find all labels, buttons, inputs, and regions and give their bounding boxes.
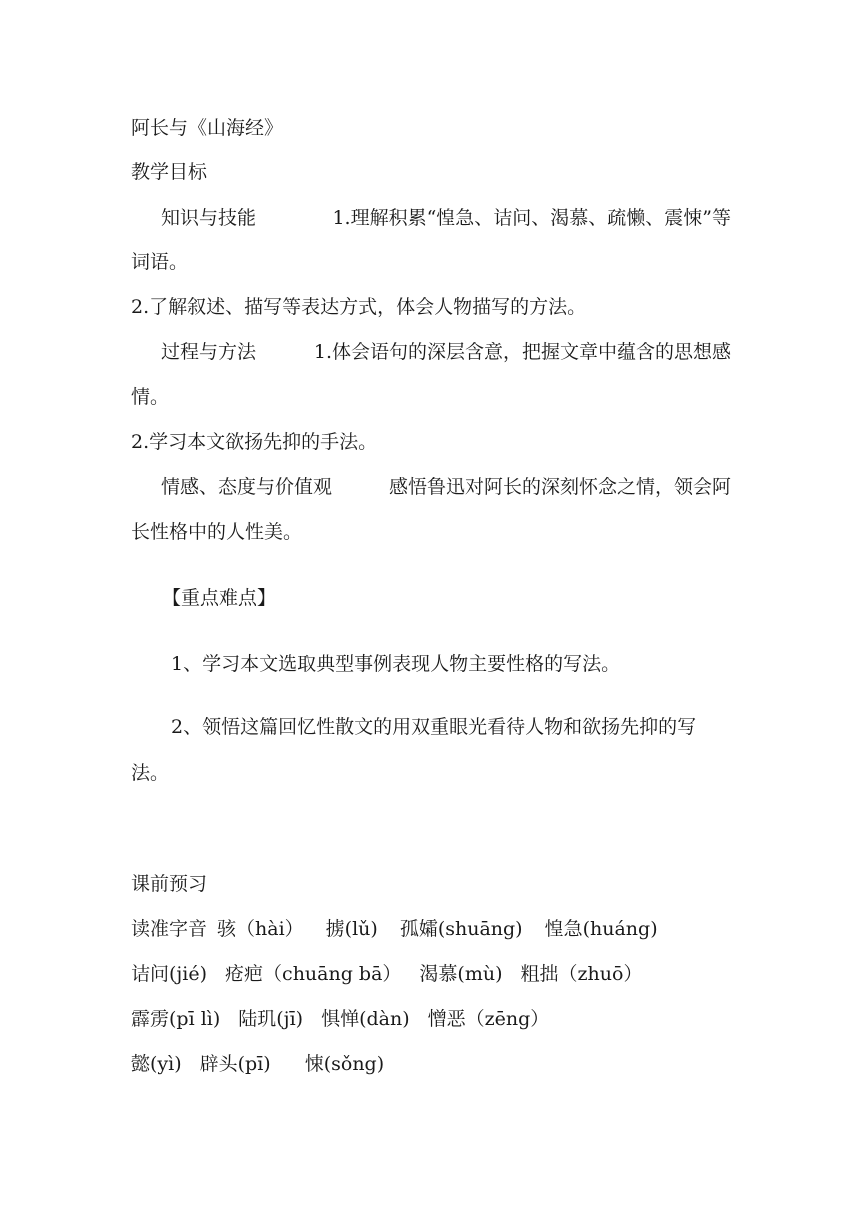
emotion-text-a: 感悟鲁迅对阿长的深刻怀念之情，领会阿 — [388, 476, 731, 498]
preview-word: 孤孀(shuāng) — [399, 918, 523, 940]
objectives-heading: 教学目标 — [131, 161, 208, 183]
preview-word: 霹雳(pī lì) — [131, 1008, 221, 1030]
process-item2: 2.学习本文欲扬先抑的手法。 — [131, 431, 378, 453]
preview-word: 憎恶（zēng） — [427, 1008, 550, 1030]
preview-word: 骇（hài） — [217, 918, 304, 940]
preview-word: 惧惮(dàn) — [321, 1008, 410, 1030]
process-line-1 — [131, 341, 731, 363]
knowledge-item1-a: 1.理解积累“惶急、诘问、渴慕、疏懒、震悚”等 — [332, 207, 731, 229]
preview-row-3 — [131, 1008, 731, 1030]
knowledge-line-1 — [131, 207, 731, 229]
emotion-label: 情感、态度与价值观 — [161, 476, 333, 498]
key-point-2-a: 2、领悟这篇回忆性散文的用双重眼光看待人物和欲扬先抑的写 — [171, 716, 697, 738]
knowledge-item1-b: 词语。 — [131, 251, 189, 273]
preview-word: 辟头(pī) — [199, 1053, 271, 1075]
emotion-line-1 — [131, 476, 731, 498]
preview-word: 粗拙（zhuō） — [520, 963, 643, 985]
preview-row-2 — [131, 963, 731, 985]
key-point-1: 1、学习本文选取典型事例表现人物主要性格的写法。 — [171, 653, 621, 675]
preview-word: 渴慕(mù) — [419, 963, 503, 985]
preview-word: 懿(yì) — [131, 1053, 182, 1075]
emotion-text-b: 长性格中的人性美。 — [131, 521, 303, 543]
preview-word: 惶急(huáng) — [544, 918, 658, 940]
process-item1-b: 情。 — [131, 386, 170, 408]
preview-word: 掳(lǔ) — [325, 918, 378, 940]
preview-word: 疮疤（chuāng bā） — [225, 963, 402, 985]
preview-word: 诘问(jié) — [131, 963, 208, 985]
preview-word: 陆玑(jī) — [238, 1008, 304, 1030]
preview-word: 悚(sǒng) — [304, 1053, 385, 1075]
preview-row-4 — [131, 1053, 731, 1075]
process-item1-a: 1.体会语句的深层含意，把握文章中蕴含的思想感 — [313, 341, 731, 363]
preview-row1-label: 读准字音 — [131, 918, 208, 940]
document-title: 阿长与《山海经》 — [131, 117, 284, 139]
knowledge-item2: 2.了解叙述、描写等表达方式，体会人物描写的方法。 — [131, 296, 587, 318]
key-point-2-b: 法。 — [131, 762, 170, 784]
preview-heading: 课前预习 — [131, 873, 208, 895]
process-label: 过程与方法 — [161, 341, 257, 363]
knowledge-label: 知识与技能 — [161, 207, 257, 229]
key-points-heading: 【重点难点】 — [162, 587, 277, 609]
preview-row-1 — [131, 918, 731, 940]
